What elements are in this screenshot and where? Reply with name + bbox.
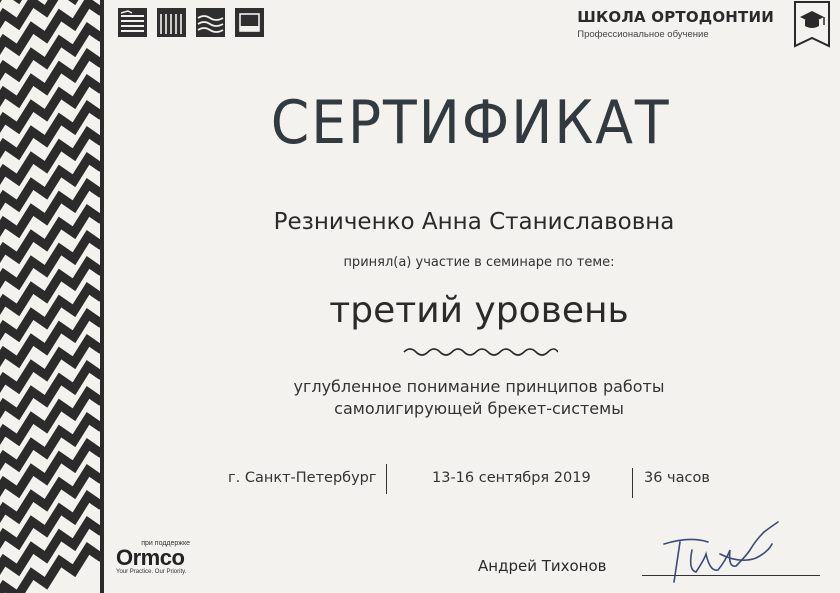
seminar-hours: 36 часов — [644, 470, 710, 486]
book-closed-icon — [235, 8, 264, 37]
logo-row — [118, 8, 264, 37]
description-line-2: самолигирующей брекет-системы — [334, 399, 624, 418]
signer-name: Андрей Тихонов — [478, 557, 607, 575]
divider-line — [632, 468, 633, 498]
graduation-cap-icon — [792, 0, 832, 50]
certificate-title: СЕРТИФИКАТ — [270, 88, 671, 158]
school-block — [577, 8, 774, 40]
book-open-icon — [157, 8, 186, 37]
sponsor-tagline: Your Practice. Our Priority. — [116, 569, 187, 575]
seminar-topic: третий уровень — [329, 290, 629, 331]
wave-divider — [402, 344, 558, 360]
seminar-description — [0, 376, 840, 420]
book-wave-icon — [196, 8, 225, 37]
school-name: ШКОЛА ОРТОДОНТИИ — [577, 8, 774, 26]
recipient-name: Резниченко Анна Станиславовна — [273, 209, 675, 235]
supported-by-label: при поддержке — [141, 540, 190, 547]
description-line-1: углубленное понимание принципов работы — [293, 377, 665, 396]
participation-text: принял(а) участие в семинаре по теме: — [343, 255, 615, 270]
book-stack-icon — [118, 8, 147, 37]
school-subtitle: Профессиональное обучение — [577, 29, 709, 40]
seminar-city: г. Санкт-Петербург — [228, 470, 377, 486]
handwritten-signature — [660, 520, 790, 590]
sponsor-logo — [116, 540, 190, 575]
sponsor-brand: Ormco — [116, 545, 185, 570]
divider-line — [386, 464, 387, 494]
seminar-dates: 13-16 сентября 2019 — [432, 470, 591, 486]
